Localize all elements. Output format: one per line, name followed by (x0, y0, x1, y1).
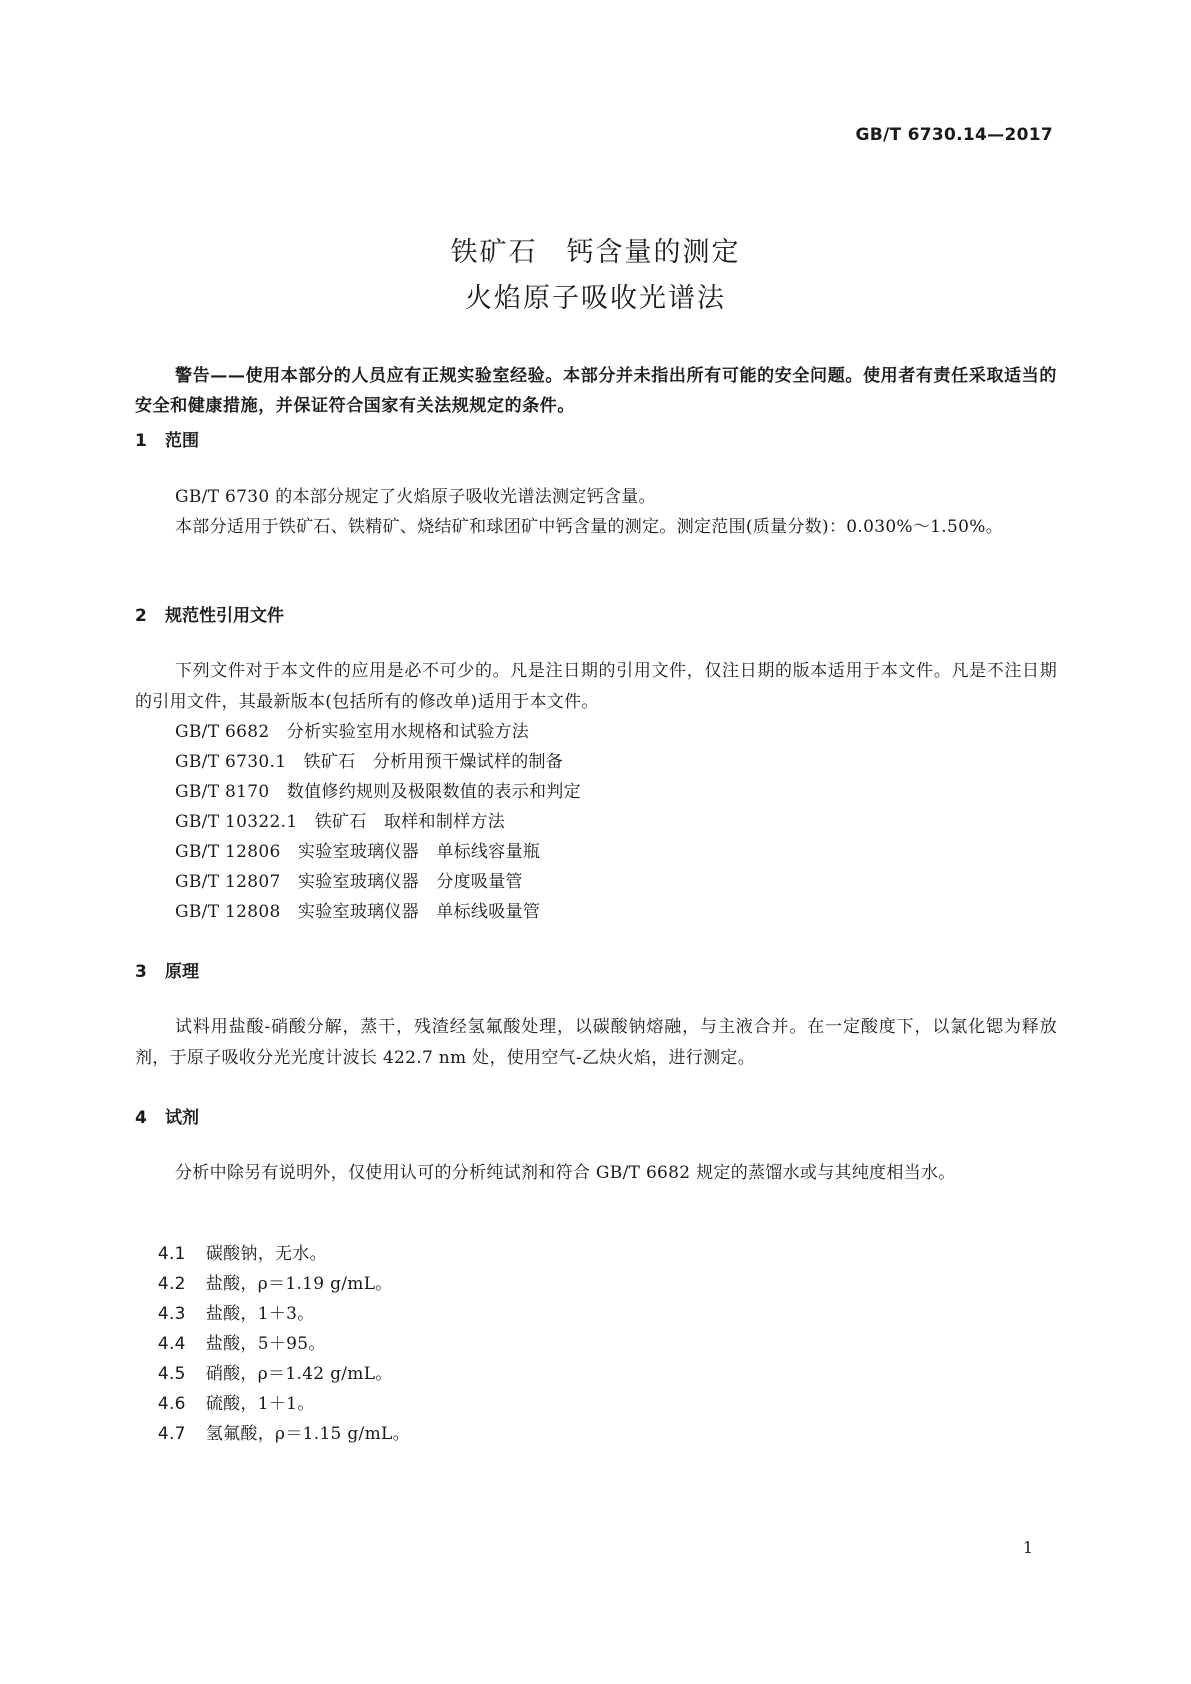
reagent-item (135, 1399, 410, 1464)
reagent-text: 盐酸，ρ＝1.19 g/mL。 (205, 1274, 393, 1294)
reagents-intro: 分析中除另有说明外，仅使用认可的分析纯试剂和符合 GB/T 6682 规定的蒸馏水或与其纯度相当水。 (175, 1163, 956, 1183)
reagent-text: 碳酸钠，无水。 (205, 1244, 327, 1264)
reagent-number: 4.5 (157, 1364, 186, 1384)
reference-item: GB/T 12808 实验室玻璃仪器 单标线吸量管 (175, 902, 541, 922)
document-title-line2: 火焰原子吸收光谱法 (465, 283, 726, 314)
reagent-number: 4.2 (157, 1274, 186, 1294)
page-number: 1 (1022, 1538, 1033, 1557)
principle-paragraph: 试料用盐酸-硝酸分解，蒸干，残渣经氢氟酸处理，以碳酸钠熔融，与主液合并。在一定酸度下，以氯化锶为释放剂，于原子吸收分光光度计波长 422.7 nm 处，使用空气-乙炔火焰，进行测定。 (135, 1017, 1057, 1068)
reagent-text: 氢氟酸，ρ＝1.15 g/mL。 (205, 1424, 410, 1444)
standard-number: GB/T 6730.14—2017 (855, 125, 1053, 145)
reagent-text: 盐酸，1＋3。 (205, 1304, 315, 1324)
reagent-number: 4.1 (157, 1244, 186, 1264)
reference-item: GB/T 6730.1 铁矿石 分析用预干燥试样的制备 (175, 752, 564, 772)
section-number: 1 (135, 431, 147, 451)
reference-item: GB/T 6682 分析实验室用水规格和试验方法 (175, 722, 530, 742)
reference-item: GB/T 8170 数值修约规则及极限数值的表示和判定 (175, 782, 581, 802)
reagent-number: 4.7 (157, 1424, 186, 1444)
references-intro: 下列文件对于本文件的应用是必不可少的。凡是注日期的引用文件，仅注日期的版本适用于本文件。凡是不注日期的引用文件，其最新版本(包括所有的修改单)适用于本文件。 (135, 661, 1057, 712)
section-title: 试剂 (165, 1108, 199, 1128)
reagent-number: 4.6 (157, 1394, 186, 1414)
reference-item: GB/T 10322.1 铁矿石 取样和制样方法 (175, 812, 506, 832)
reagent-number: 4.3 (157, 1304, 186, 1324)
scope-paragraph-2: 本部分适用于铁矿石、铁精矿、烧结矿和球团矿中钙含量的测定。测定范围(质量分数)：0.030%～1.50%。 (175, 517, 1003, 537)
reagent-number: 4.4 (157, 1334, 186, 1354)
section-number: 4 (135, 1108, 147, 1128)
reference-item: GB/T 12806 实验室玻璃仪器 单标线容量瓶 (175, 842, 541, 862)
section-heading-references (135, 601, 284, 626)
safety-warning: 警告——使用本部分的人员应有正规实验室经验。本部分并未指出所有可能的安全问题。使用者有责任采取适当的安全和健康措施，并保证符合国家有关法规规定的条件。 (135, 366, 1057, 416)
scope-paragraph-1: GB/T 6730 的本部分规定了火焰原子吸收光谱法测定钙含量。 (175, 487, 656, 507)
section-number: 2 (135, 606, 147, 626)
reagent-text: 硝酸，ρ＝1.42 g/mL。 (205, 1364, 393, 1384)
section-heading-reagents (135, 1103, 199, 1128)
reagent-text: 盐酸，5＋95。 (205, 1334, 326, 1354)
section-title: 原理 (165, 962, 199, 982)
document-title-line1: 铁矿石 钙含量的测定 (450, 237, 741, 268)
reference-item: GB/T 12807 实验室玻璃仪器 分度吸量管 (175, 872, 523, 892)
section-number: 3 (135, 962, 147, 982)
section-title: 规范性引用文件 (165, 606, 284, 626)
reagent-text: 硫酸，1＋1。 (205, 1394, 315, 1414)
section-heading-principle (135, 957, 199, 982)
section-title: 范围 (165, 431, 199, 451)
section-heading-scope (135, 426, 199, 451)
